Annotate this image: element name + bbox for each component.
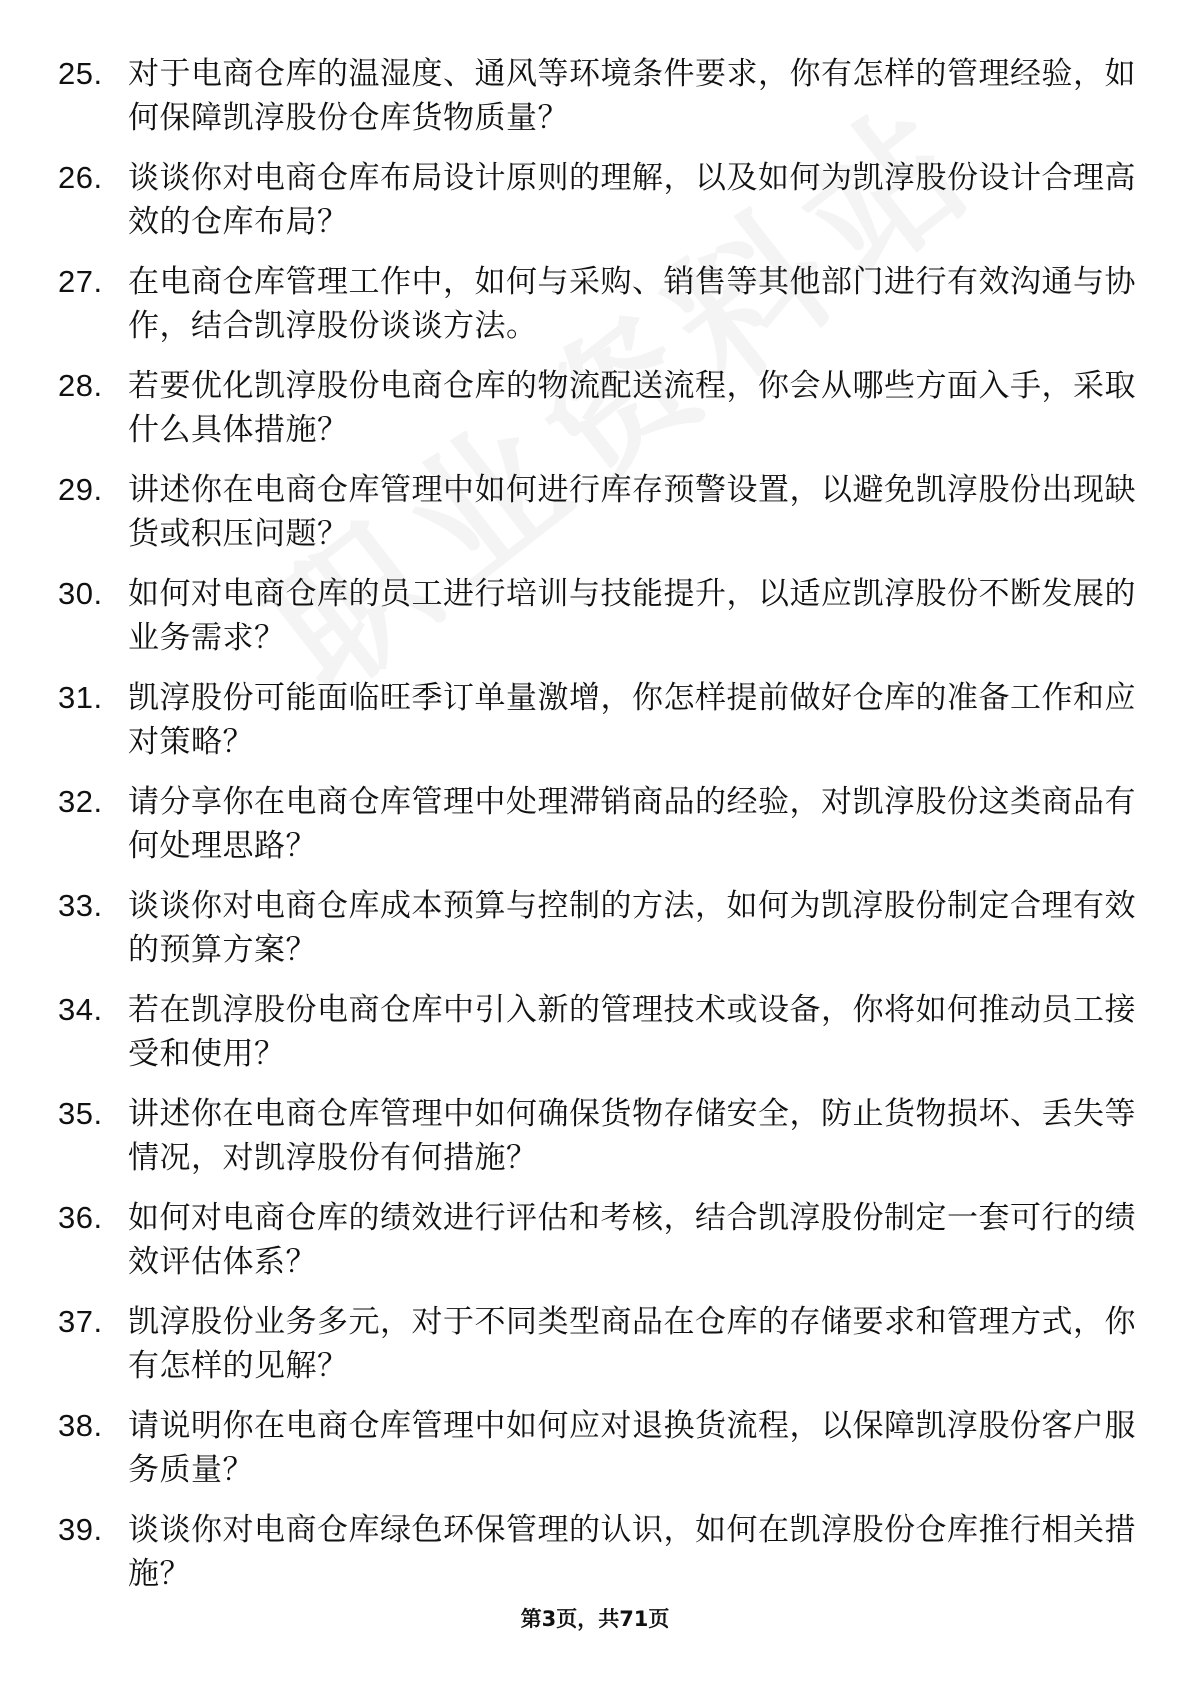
question-text: 讲述你在电商仓库管理中如何进行库存预警设置，以避免凯淳股份出现缺货或积压问题？ <box>128 472 1136 552</box>
question-item <box>58 884 1138 988</box>
question-item <box>58 156 1138 260</box>
question-number: 29. <box>58 472 103 507</box>
question-item <box>58 260 1138 364</box>
question-text: 凯淳股份业务多元，对于不同类型商品在仓库的存储要求和管理方式，你有怎样的见解？ <box>128 1304 1136 1384</box>
question-item <box>58 572 1138 676</box>
question-text: 请分享你在电商仓库管理中处理滞销商品的经验，对凯淳股份这类商品有何处理思路？ <box>128 784 1136 864</box>
question-item <box>58 988 1138 1092</box>
question-text: 如何对电商仓库的员工进行培训与技能提升，以适应凯淳股份不断发展的业务需求？ <box>128 576 1136 656</box>
question-text: 若要优化凯淳股份电商仓库的物流配送流程，你会从哪些方面入手，采取什么具体措施？ <box>128 368 1136 448</box>
question-text: 若在凯淳股份电商仓库中引入新的管理技术或设备，你将如何推动员工接受和使用？ <box>128 992 1136 1072</box>
question-list <box>58 52 1138 1612</box>
question-item <box>58 780 1138 884</box>
question-text: 谈谈你对电商仓库布局设计原则的理解，以及如何为凯淳股份设计合理高效的仓库布局？ <box>128 160 1136 240</box>
question-item <box>58 364 1138 468</box>
question-number: 31. <box>58 680 103 715</box>
question-item <box>58 468 1138 572</box>
question-item <box>58 1404 1138 1508</box>
question-item <box>58 1092 1138 1196</box>
question-text: 谈谈你对电商仓库绿色环保管理的认识，如何在凯淳股份仓库推行相关措施？ <box>128 1512 1136 1592</box>
question-number: 37. <box>58 1304 103 1339</box>
question-number: 38. <box>58 1408 103 1443</box>
question-text: 请说明你在电商仓库管理中如何应对退换货流程，以保障凯淳股份客户服务质量？ <box>128 1408 1136 1488</box>
question-number: 25. <box>58 56 103 91</box>
question-number: 26. <box>58 160 103 195</box>
question-text: 凯淳股份可能面临旺季订单量激增，你怎样提前做好仓库的准备工作和应对策略？ <box>128 680 1136 760</box>
question-item <box>58 676 1138 780</box>
question-text: 如何对电商仓库的绩效进行评估和考核，结合凯淳股份制定一套可行的绩效评估体系？ <box>128 1200 1136 1280</box>
question-text: 对于电商仓库的温湿度、通风等环境条件要求，你有怎样的管理经验，如何保障凯淳股份仓库货物质量？ <box>128 56 1136 136</box>
question-item <box>58 1300 1138 1404</box>
question-text: 讲述你在电商仓库管理中如何确保货物存储安全，防止货物损坏、丢失等情况，对凯淳股份有何措施？ <box>128 1096 1136 1176</box>
question-number: 27. <box>58 264 103 299</box>
question-item <box>58 1196 1138 1300</box>
question-number: 30. <box>58 576 103 611</box>
question-text: 谈谈你对电商仓库成本预算与控制的方法，如何为凯淳股份制定合理有效的预算方案？ <box>128 888 1136 968</box>
question-number: 33. <box>58 888 103 923</box>
question-item <box>58 52 1138 156</box>
page-footer: 第3页，共71页 <box>520 1607 670 1631</box>
question-number: 32. <box>58 784 103 819</box>
question-item <box>58 1508 1138 1612</box>
question-text: 在电商仓库管理工作中，如何与采购、销售等其他部门进行有效沟通与协作，结合凯淳股份谈谈方法。 <box>128 264 1136 344</box>
question-number: 28. <box>58 368 103 403</box>
question-number: 36. <box>58 1200 103 1235</box>
question-number: 34. <box>58 992 103 1027</box>
question-number: 35. <box>58 1096 103 1131</box>
question-number: 39. <box>58 1512 103 1547</box>
